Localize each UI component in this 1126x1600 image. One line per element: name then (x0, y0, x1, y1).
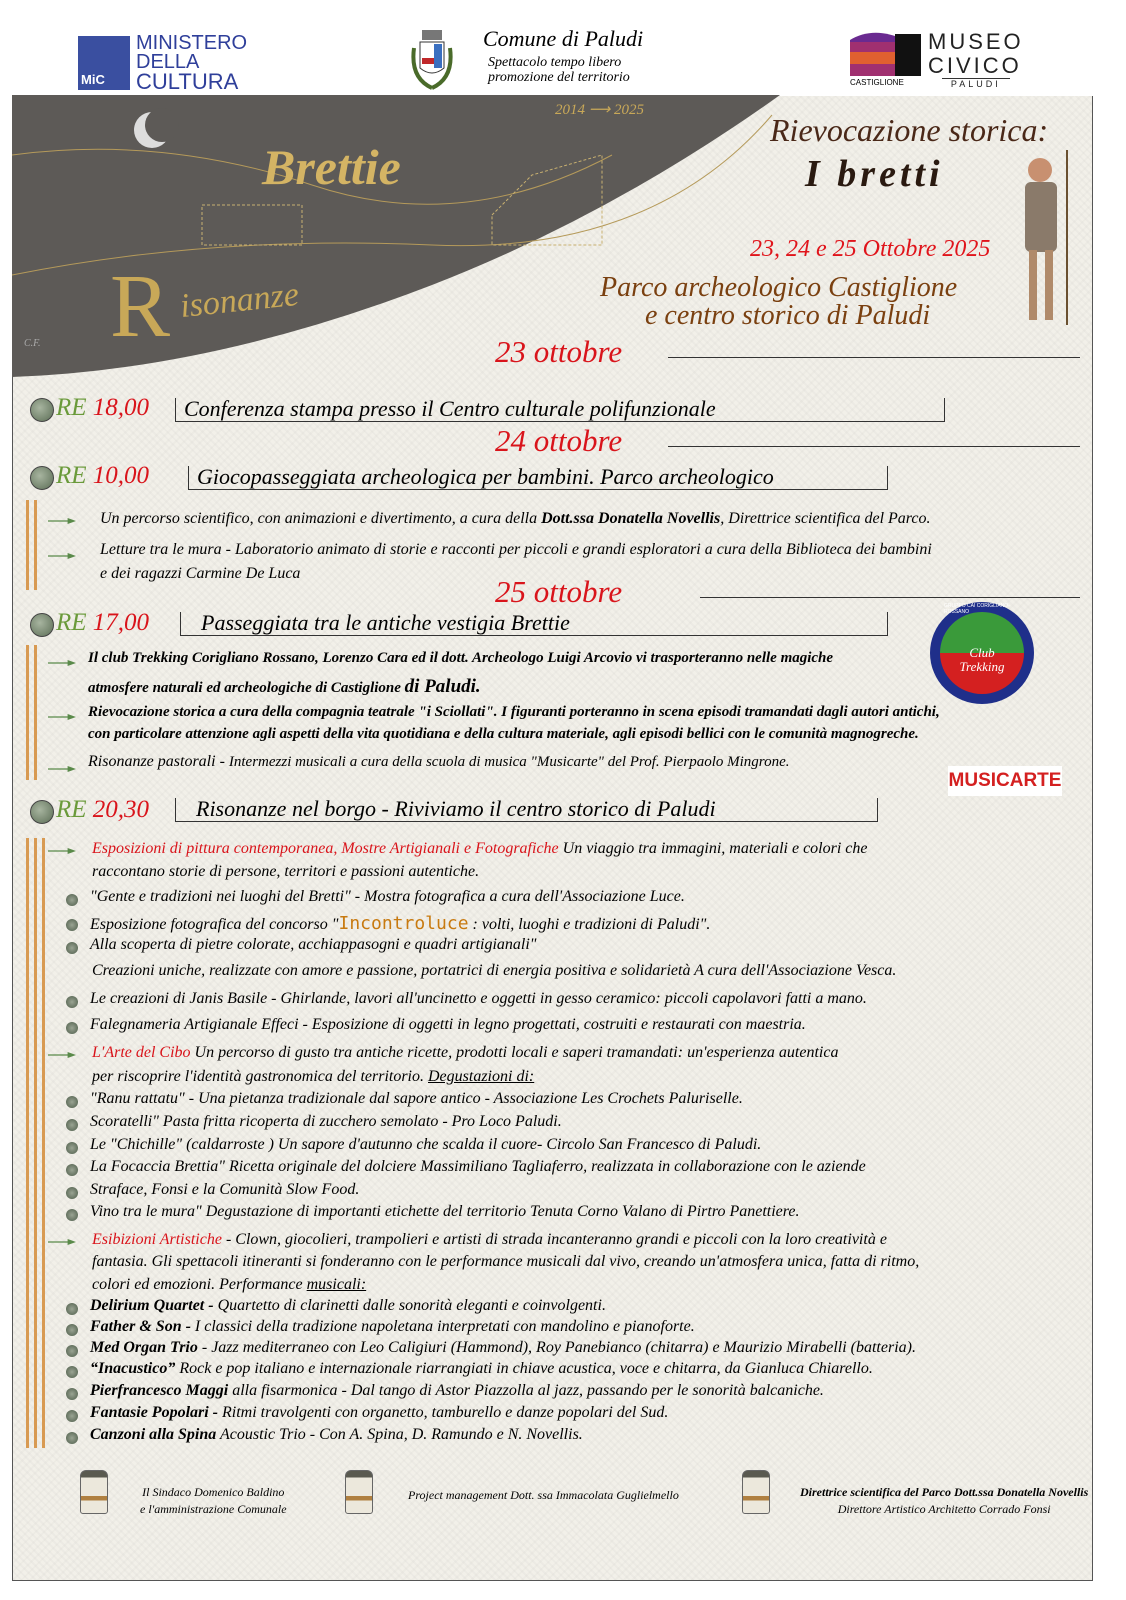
program-line (92, 962, 896, 980)
program-line (90, 1404, 668, 1422)
section-title: L'Arte del Cibo (92, 1044, 191, 1061)
program-line (90, 1360, 873, 1378)
line-text: Le creazioni di Janis Basile - Ghirlande, lavori all'uncinetto e oggetti in gesso ceramico: piccoli capolavori fatti a mano. (90, 990, 867, 1007)
day24-line: Letture tra le mura - Laboratorio animato di storie e racconti per piccoli e grandi esploratori a cura della Biblioteca dei bambini (100, 541, 932, 558)
re-label: RE (56, 796, 87, 823)
day25-line: Il club Trekking Corigliano Rossano, Lorenzo Cara ed il dott. Archeologo Luigi Arcovio vi trasporteranno nelle magiche (88, 650, 834, 666)
line-text: Falegnameria Artigianale Effeci - Esposizione di oggetti in legno progettati, costruiti e restaurati con maestria. (90, 1016, 806, 1033)
program-line (90, 1318, 695, 1336)
program-line (90, 888, 685, 906)
event-time (56, 394, 149, 422)
coin-icon (30, 800, 54, 824)
credit-line: Il Sindaco Domenico Baldino (142, 1485, 285, 1499)
day25-line: Rievocazione storica a cura della compagnia teatrale "i Sciollati". I figuranti porteranno in scena episodi tramandati dagli autori antichi, (88, 704, 940, 720)
day-header-23: 23 ottobre (495, 334, 623, 369)
credit-line: Direttore Artistico Architetto Corrado Fonsi (837, 1502, 1051, 1516)
line-text: Un percorso di gusto tra antiche ricette, prodotti locali e saperi tramandati: un'esperienza autentica (190, 1044, 839, 1061)
re-label: RE (56, 394, 87, 421)
bullet-dot-icon (66, 1410, 78, 1422)
bullet-dot-icon (66, 1096, 78, 1108)
line-text: Creazioni uniche, realizzate con amore e passione, portatrici di energia positiva e solidarietà A cura dell'Associazione Vesca. (92, 962, 897, 979)
line-text: Vino tra le mura" Degustazione di importanti etichette del territorio Tenuta Corno Valano di Pirtro Panettiere. (90, 1203, 800, 1220)
text: , Direttrice scientifica del Parco. (720, 510, 931, 527)
tunic-icon (345, 1470, 373, 1514)
event-title: Risonanze nel borgo - Riviviamo il centro storico di Paludi (175, 798, 878, 822)
day-header-25: 25 ottobre (495, 574, 623, 609)
bullet-dot-icon (66, 1209, 78, 1221)
headline-rievocazione: Rievocazione storica: (770, 112, 1049, 148)
program-line (90, 913, 710, 934)
program-line (92, 1253, 919, 1271)
tunic-icon (80, 1470, 108, 1514)
program-line (92, 1044, 838, 1062)
mic-label: MiC (81, 72, 105, 87)
line-text: Rock e pop italiano e internazionale riarrangiati in chiave acustica, voce e chitarra, da Gianluca Chiarello. (175, 1360, 873, 1377)
footer-credit (140, 1484, 287, 1518)
comune-subtitle-line: Spettacolo tempo libero (488, 55, 622, 70)
tunic-icon (742, 1470, 770, 1514)
line-text: raccontano storie di persone, territori e passioni autentiche. (92, 863, 480, 880)
line-text: : volti, luoghi e tradizioni di Paludi". (468, 916, 711, 933)
event-time (56, 462, 149, 490)
club-trekking-logo (930, 602, 1034, 704)
line-text: colori ed emozioni. Performance (92, 1276, 307, 1293)
bullet-dot-icon (66, 1119, 78, 1131)
line-text: Scoratelli" Pasta fritta ricoperta di zucchero semolato - Pro Loco Paludi. (90, 1113, 562, 1130)
event-title: Conferenza stampa presso il Centro culturale polifunzionale (175, 398, 945, 422)
museo-line: PALUDI (942, 78, 1010, 89)
decorative-rib (34, 645, 37, 780)
day24-line (100, 510, 931, 528)
ministry-line: DELLA (136, 51, 200, 73)
event-title: Passeggiata tra le antiche vestigia Brettie (180, 612, 888, 636)
bullet-dot-icon (66, 1303, 78, 1315)
ministry-line: CULTURA (136, 69, 239, 94)
program-line (90, 1136, 761, 1154)
line-text: per riscoprire l'identità gastronomica del territorio. (92, 1068, 428, 1085)
coin-icon (30, 613, 54, 637)
program-line (90, 1426, 583, 1444)
event-time (56, 609, 149, 637)
performer-name: Father & Son - (90, 1318, 191, 1335)
line-text: Straface, Fonsi e la Comunità Slow Food. (90, 1181, 360, 1198)
program-line (92, 1276, 366, 1294)
day25-line (88, 676, 481, 698)
bullet-dot-icon (66, 1388, 78, 1400)
logo-text: Club (969, 645, 995, 660)
line-text: Un viaggio tra immagini, materiali e colori che (558, 840, 868, 857)
line-text: - Jazz mediterraneo con Leo Caligiuri (Hammond), Roy Panebianco (chitarra) e Maurizio Mirabelli (batteria). (197, 1339, 916, 1356)
day-header-24: 24 ottobre (495, 423, 623, 458)
performer-name: Canzoni alla Spina (90, 1426, 217, 1443)
decorative-rib (26, 645, 29, 780)
line-text: La Focaccia Brettia" Ricetta originale del dolciere Massimiliano Tagliaferro, realizzata in collaborazione con le aziende (90, 1158, 866, 1175)
comune-title: Comune di Paludi (483, 26, 644, 51)
credit-line: Direttrice scientifica del Parco Dott.ssa Donatella Novellis (800, 1485, 1089, 1499)
divider (700, 597, 1080, 598)
headline-i-bretti: I bretti (805, 153, 944, 195)
moon-icon (145, 108, 179, 142)
ministry-line: MINISTERO (136, 32, 248, 54)
bullet-dot-icon (66, 919, 78, 931)
artist-credit: C.F. (24, 338, 41, 349)
time-label: 17,00 (92, 609, 150, 636)
decorative-rib (42, 838, 45, 1448)
performer-name: Med Organ Trio (90, 1339, 198, 1356)
program-line (90, 1382, 824, 1400)
text: Dott.ssa Donatella Novellis (541, 510, 721, 527)
program-line (90, 1016, 806, 1034)
decorative-rib (34, 500, 37, 590)
ministry-logo-text (136, 32, 248, 94)
time-label: 18,00 (92, 394, 150, 421)
text: atmosfere naturali ed archeologiche di Castiglione (88, 680, 405, 696)
text: Intermezzi musicali a cura della scuola di musica "Musicarte" del Prof. Pierpaolo Mingrone. (228, 754, 790, 770)
divider (668, 357, 1080, 358)
event-time (56, 796, 149, 824)
line-text: I classici della tradizione napoletana interpretati con mandolino e pianoforte. (190, 1318, 695, 1335)
event-dates: 23, 24 e 25 Ottobre 2025 (750, 236, 991, 262)
bullet-dot-icon (66, 1187, 78, 1199)
decorative-rib (26, 500, 29, 590)
bullet-dot-icon (66, 1324, 78, 1336)
program-line (90, 1090, 743, 1108)
risonanze-title: isonanze (178, 275, 301, 326)
years-label: 2014 ⟶ 2025 (555, 102, 645, 118)
program-line (90, 1113, 562, 1131)
re-label: RE (56, 462, 87, 489)
day25-line (88, 753, 789, 771)
day24-line: e dei ragazzi Carmine De Luca (100, 565, 301, 582)
event-title: Giocopasseggiata archeologica per bambini. Parco archeologico (188, 466, 888, 490)
underlined-label: musicali: (306, 1276, 367, 1293)
section-title: Esposizioni di pittura contemporanea, Mostre Artigianali e Fotografiche (92, 840, 559, 857)
footer-credit (408, 1487, 679, 1504)
bullet-dot-icon (66, 1022, 78, 1034)
line-text: Quartetto di clarinetti dalle sonorità eleganti e coinvolgenti. (213, 1297, 606, 1314)
coin-icon (30, 398, 54, 422)
line-text: "Gente e tradizioni nei luoghi del Bretti" - Mostra fotografica a cura dell'Associazione Luce. (90, 888, 685, 905)
incontroluce-logo-text: Incontroluce (338, 913, 469, 934)
museo-civico-logo (928, 30, 1024, 89)
comune-subtitle (488, 55, 630, 85)
credit-line: e l'amministrazione Comunale (140, 1502, 287, 1516)
program-line (90, 990, 867, 1008)
line-text: Acoustic Trio - Con A. Spina, D. Ramundo e N. Novellis. (216, 1426, 583, 1443)
underlined-label: Degustazioni di: (428, 1068, 535, 1085)
bullet-dot-icon (66, 1142, 78, 1154)
text: di Paludi. (404, 676, 481, 697)
performer-name: Fantasie Popolari - (90, 1404, 219, 1421)
coin-icon (30, 466, 54, 490)
text: Risonanze pastorali - (88, 753, 229, 770)
comune-coat-of-arms-icon (408, 28, 456, 92)
program-line (92, 840, 868, 858)
bullet-dot-icon (66, 1432, 78, 1444)
program-line (90, 1297, 606, 1315)
line-text: alla fisarmonica - Dal tango di Astor Piazzolla al jazz, passando per le sonorità balcaniche. (228, 1382, 824, 1399)
warrior-figure-icon (1005, 150, 1085, 330)
performer-name: Pierfrancesco Maggi (90, 1382, 229, 1399)
program-line (92, 863, 479, 881)
brettie-title: Brettie (262, 139, 401, 195)
time-label: 10,00 (92, 462, 150, 489)
museo-line: CIVICO (928, 53, 1022, 78)
musicarte-logo: MUSICARTE (948, 766, 1062, 796)
logo-text: Trekking (959, 659, 1005, 674)
line-text: Esposizione fotografica del concorso " (90, 916, 339, 933)
line-text: Ritmi travolgenti con organetto, tamburello e danze popolari del Sud. (218, 1404, 669, 1421)
line-text: Le "Chichille" (caldarroste ) Un sapore d'autunno che scalda il cuore- Circolo San Francesco di Paludi. (90, 1136, 762, 1153)
text: Un percorso scientifico, con animazioni e divertimento, a cura della (100, 510, 542, 527)
logo-ring-text: GRUPPO CAI CORIGLIANO-ROSSANO (944, 603, 1010, 615)
program-line (92, 1068, 534, 1086)
decorative-rib (26, 838, 29, 1448)
section-title: Esibizioni Artistiche (92, 1231, 222, 1248)
castiglione-label: CASTIGLIONE (850, 78, 904, 86)
time-label: 20,30 (92, 796, 150, 823)
castiglione-park-logo-icon (850, 30, 922, 86)
bullet-dot-icon (66, 1345, 78, 1357)
line-text: - Clown, giocolieri, trampolieri e artisti di strada incanteranno grandi e piccoli con la loro creatività e (221, 1231, 887, 1248)
program-line (90, 936, 537, 954)
program-line (90, 1158, 866, 1176)
day25-line: con particolare attenzione agli aspetti della vita quotidiana e della cultura materiale, agli episodi bellici con le comunità magnogreche. (88, 726, 919, 742)
decorative-rib (34, 838, 37, 1448)
divider (668, 446, 1080, 447)
bullet-dot-icon (66, 942, 78, 954)
line-text: fantasia. Gli spettacoli itineranti si fonderanno con le performance musicali dal vivo, creando un'atmosfera unica, fatta di ritmo, (92, 1253, 920, 1270)
bullet-dot-icon (66, 1164, 78, 1176)
venue-line: Parco archeologico Castiglione (600, 272, 958, 303)
museo-line: MUSEO (928, 29, 1024, 54)
program-line (90, 1181, 359, 1199)
bullet-dot-icon (66, 894, 78, 906)
program-line (90, 1203, 800, 1221)
footer-credit (800, 1484, 1088, 1518)
line-text: Alla scoperta di pietre colorate, acchiappasogni e quadri artigianali" (90, 936, 537, 953)
credit-line: Project management Dott. ssa Immacolata Guglielmello (408, 1488, 679, 1502)
performer-name: “Inacustico” (90, 1360, 176, 1377)
bullet-dot-icon (66, 1366, 78, 1378)
bullet-dot-icon (66, 996, 78, 1008)
line-text: "Ranu rattatu" - Una pietanza tradizionale dal sapore antico - Associazione Les Crochets Paluriselle. (90, 1090, 743, 1107)
venue-line: e centro storico di Paludi (645, 300, 931, 331)
risonanze-initial: R (110, 257, 171, 356)
program-line (90, 1339, 916, 1357)
program-line (92, 1231, 887, 1249)
performer-name: Delirium Quartet - (90, 1297, 214, 1314)
mic-logo (78, 36, 130, 90)
re-label: RE (56, 609, 87, 636)
comune-subtitle-line: promozione del territorio (488, 70, 630, 85)
